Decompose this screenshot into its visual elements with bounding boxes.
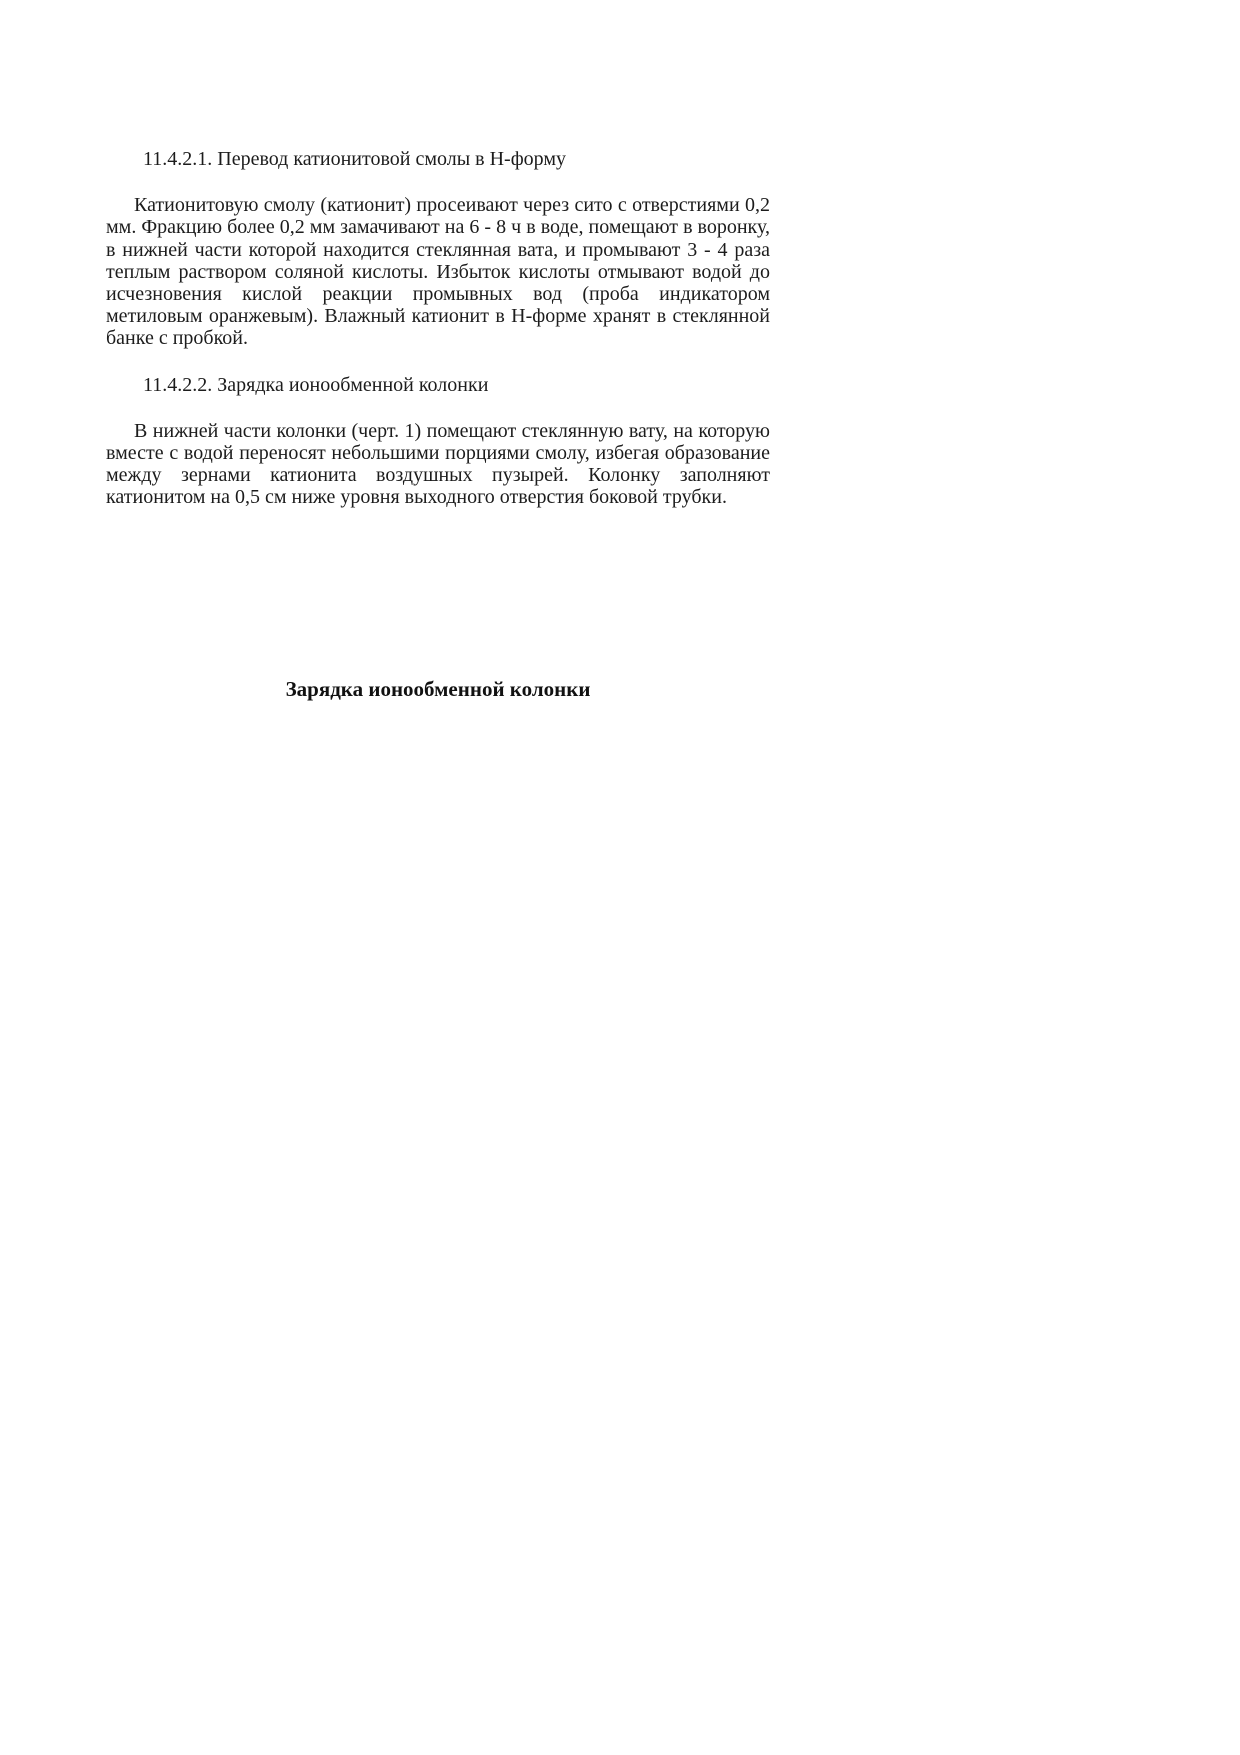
section-heading-11-4-2-2: 11.4.2.2. Зарядка ионообменной колонки	[143, 373, 489, 396]
document-content	[106, 148, 770, 509]
section-paragraph-11-4-2-1: Катионитовую смолу (катионит) просеивают через сито с отверстиями 0,2 мм. Фракцию более 0,2 мм замачивают на 6 - 8 ч в воде, помещают в воронку, в нижней части которой находится стеклянная вата, и промывают 3 - 4 раза теплым раствором соляной кислоты. Избыток кислоты отмывают водой до исчезновения кислой реакции промывных вод (проба индикатором метиловым оранжевым). Влажный катионит в Н-форме хранят в стеклянной банке с пробкой.	[106, 194, 770, 350]
section-paragraph-11-4-2-2: В нижней части колонки (черт. 1) помещают стеклянную вату, на которую вместе с водой переносят небольшими порциями смолу, избегая образование между зернами катионита воздушных пузырей. Колонку заполняют катионитом на 0,5 см ниже уровня выходного отверстия боковой трубки.	[106, 419, 770, 509]
figure-caption: Зарядка ионообменной колонки	[285, 677, 591, 701]
section-heading-11-4-2-1: 11.4.2.1. Перевод катионитовой смолы в Н-форму	[143, 148, 567, 170]
